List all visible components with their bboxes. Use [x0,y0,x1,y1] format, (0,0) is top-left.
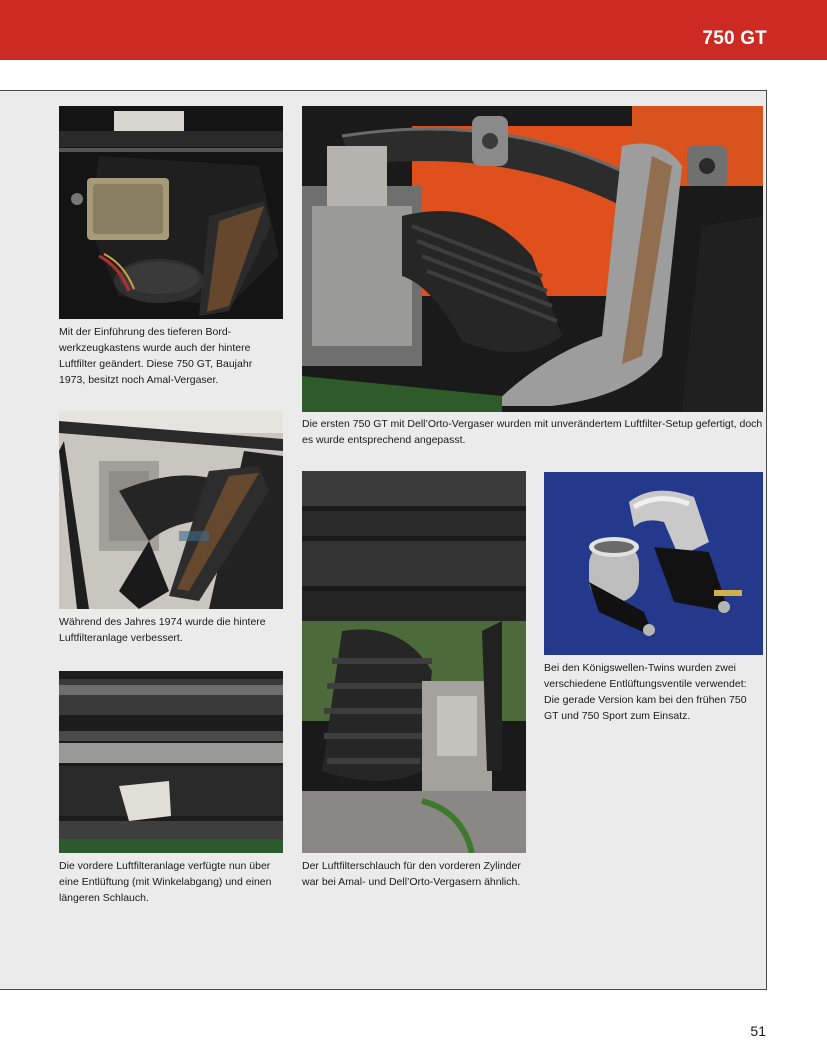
chapter-title: 750 GT [702,28,767,49]
photo-front-hose [302,471,526,853]
photo-toolbox-amal [59,106,283,319]
photo-caption: Während des Jahres 1974 wurde die hintere Luftfilteranlage verbessert. [59,616,266,644]
photo-rear-filter-1974 [59,411,283,609]
photo-caption: Die vordere Luftfilteranlage verfügte nun über eine Entlüftung (mit Winkelabgang) und einen längeren Schlauch. [59,860,272,904]
photo-dellorto-rear-filter [302,106,763,412]
photo-front-filter-vent [59,671,283,853]
photo-caption: Bei den Königswellen-Twins wurden zwei verschiedene Entlüftungsventile verwendet: Die gerade Version kam bei den frühen 750 GT und 750 Sport zum Einsatz. [544,662,747,722]
chapter-header-bar [0,0,827,60]
page-number: 51 [750,1023,766,1039]
photo-vent-valves [544,472,763,655]
photo-caption: Der Luftfilterschlauch für den vorderen Zylinder war bei Amal- und Dell’Orto-Vergasern ähnlich. [302,860,521,888]
photo-caption: Die ersten 750 GT mit Dell’Orto-Vergaser wurden mit unverändertem Luftfilter-Setup gefertigt, doch es wurde entsprechend angepasst. [302,418,763,446]
photo-caption: Mit der Einführung des tieferen Bord-werkzeugkastens wurde auch der hintere Luftfilter geändert. Diese 750 GT, Baujahr 1973, besitzt noch Amal-Vergaser. [59,326,253,386]
